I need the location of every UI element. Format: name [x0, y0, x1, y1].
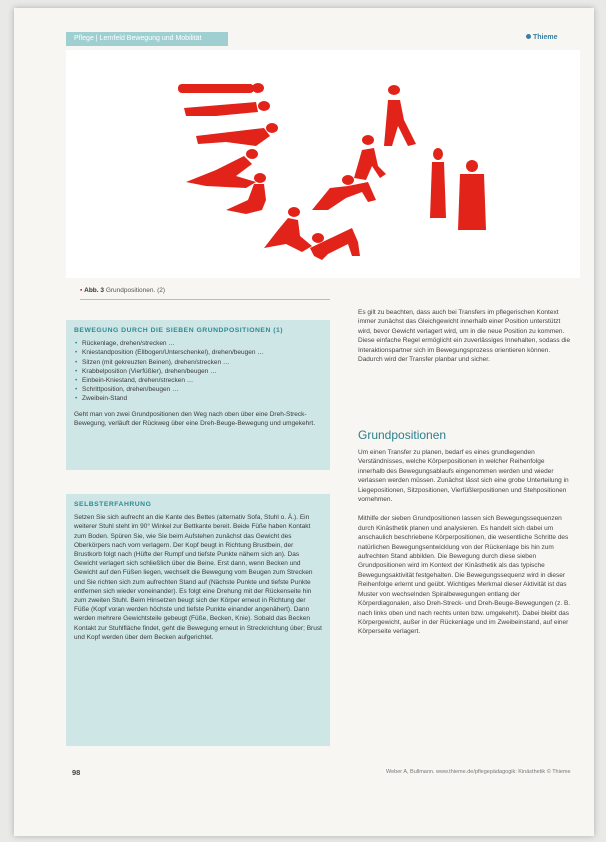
caption-divider	[80, 299, 330, 300]
info-box-note: Geht man von zwei Grundpositionen den Weg nach oben über eine Dreh-Streck-Bewegung, verläuft der Rückweg über eine Dreh-Beuge-Bewegung und umgekehrt.	[74, 410, 316, 427]
page-number: 98	[72, 768, 81, 777]
logo-icon	[526, 34, 531, 39]
list-item: • Kniestandposition (Ellbogen/Unterschenkel), drehen/beugen …	[82, 348, 322, 357]
figure-unterarmstuetz	[196, 123, 278, 146]
list-item: • Sitzen (mit gekreuzten Beinen), drehen/strecken …	[82, 358, 322, 367]
figure-caption	[80, 287, 165, 294]
figure-kniestand	[354, 135, 386, 180]
caption-text: Grundpositionen. (2)	[105, 287, 166, 294]
info-box-title: BEWEGUNG DURCH DIE SIEBEN GRUNDPOSITIONEN (1)	[74, 327, 284, 334]
figure-einbein-sitz	[264, 207, 312, 252]
list-item: • Schrittposition, drehen/beugen …	[82, 385, 322, 394]
section-header: Pflege | Lernfeld Bewegung und Mobilität	[66, 32, 228, 46]
figure-stand-frontal	[458, 160, 486, 230]
magazine-page	[14, 8, 594, 836]
figure-schritt	[384, 85, 416, 146]
list-item: • Krabbelposition (Vierfüßler), drehen/beugen …	[82, 367, 322, 376]
list-item: • Einbein-Kniestand, drehen/strecken …	[82, 376, 322, 385]
figure-seitsitz	[186, 149, 258, 188]
selbsterfahrung-title: SELBSTERFAHRUNG	[74, 501, 152, 508]
info-box-grundpositionen	[66, 320, 330, 470]
figure-vierfuessler	[312, 175, 376, 210]
paragraph: Mithilfe der sieben Grundpositionen lassen sich Bewegungssequenzen durch Kinästhetik planen und analysieren. Es handelt sich dabei um anschaulich beschriebene Körperpositionen, die wesentliche Schritte des natürlichen Bewegungsentwicklung von der Rückenlage bis hin zum aufrechten Stand abbilden. Die Bewegung durch diese sieben Grundpositionen wird im Kontext der Kinästhetik als das typische Bewegungsaktivität festgehalten. Die Bewegungssequenz wird in dieser Reihenfolge erlernt und geübt. Wichtiges Merkmal dieser Aktivität ist das Muster von wechselnden Spiralbewegungen entlang der Körperdiagonalen, also Dreh-Streck- und Dreh-Beuge-Bewegungen (z. B. nach links oben und nach rechts unten bzw. umgekehrt). Dabei bleibt das Körpergewicht, außer in der Rückenlage und im Zweibeinstand, auf einer Körperseite verlagert.	[358, 515, 571, 636]
list-item: • Zweibein-Stand	[82, 394, 322, 403]
caption-label: Abb. 3	[84, 287, 104, 294]
intro-paragraph: Es gilt zu beachten, dass auch bei Transfers im pflegerischen Kontext immer zunächst das Gleichgewicht innerhalb einer Position unterstützt wird, bevor Gewicht verlagert wird, um in die neue Position zu kommen. Diese einfache Regel ermöglicht ein zuverlässiges Innehalten, sodass die Interaktionspartner sich im Bewegungsprozess orientieren können. Dadurch wird der Transfer planbar und sicher.	[358, 309, 571, 364]
grundpositionen-illustration	[66, 50, 580, 278]
right-column-body	[358, 448, 572, 637]
selbsterfahrung-body: Setzen Sie sich aufrecht an die Kante des Bettes (alternativ Sofa, Stuhl o. Ä.). Ein weiterer Stuhl steht im 90° Winkel zur Bettkante bereit. Beide Füße haben Kontakt zum Boden. Spüren Sie, wie Sie beim Aufstehen zunächst das Gewicht des Oberkörpers nach vorn verlagern. Der Kopf beugt in Richtung Brustbein, der Brustkorb folgt nach (Hüfte der Rumpf und tiefste Punkte nähern sich an). Das Gewicht verlagert sich schließlich über die Beine. Erst dann, wenn Becken und Gewicht auf den Füßen liegen, wechselt die Bewegung vom Beugen zum Strecken und Sie richten sich zum aufrechten Stand auf (Nächste Punkte und tiefste Punkte entfernen sich wieder voneinander). Es folgt eine Drehung mit der Rückenseite hin zum zweiten Stuhl. Beim Hinsetzen beugt sich der Körper erneut in Richtung der Füße (Kopf voran werden höchste und tiefste Punkte einander angenähert). Dann werden mehrere Gewichtsteile gebeugt (Füße, Becken, Knie). Sobald das Becken Kontakt zur Stuhlfläche findet, geht die Bewegung erneut in Streckrichtung über; Brust und Kopf werden über dem Becken aufgerichtet.	[74, 514, 322, 641]
grundpositionen-figure	[66, 50, 580, 278]
grundpositionen-list	[74, 339, 322, 403]
footer-citation: Weber A, Bullmann. www.thieme.de/pflegepädagogik: Kinästhetik © Thieme	[386, 769, 571, 775]
logo-text: Thieme	[533, 34, 558, 41]
caption-marker-icon: ▪	[80, 287, 83, 294]
figure-seitlage	[184, 101, 270, 116]
section-heading: Grundpositionen	[358, 428, 447, 442]
publisher-logo	[526, 34, 558, 41]
info-box-selbsterfahrung	[66, 494, 330, 746]
paragraph: Um einen Transfer zu planen, bedarf es eines grundlegenden Verständnisses, welche Körperpositionen in welcher Reihenfolge innerhalb des Bewegungsablaufs eingenommen werden und wieder verlassen werden müssen. Zunächst lässt sich eine grobe Unterteilung in Liegepositionen, Sitzpositionen, Vierfüßlerpositionen und Stehpositionen vornehmen.	[358, 449, 569, 504]
figure-krabbeln	[310, 228, 360, 260]
right-column-intro	[358, 308, 572, 364]
figure-stand-seitlich	[430, 148, 446, 218]
figure-rueckenlage	[178, 83, 264, 93]
list-item: • Rückenlage, drehen/strecken …	[82, 339, 322, 348]
